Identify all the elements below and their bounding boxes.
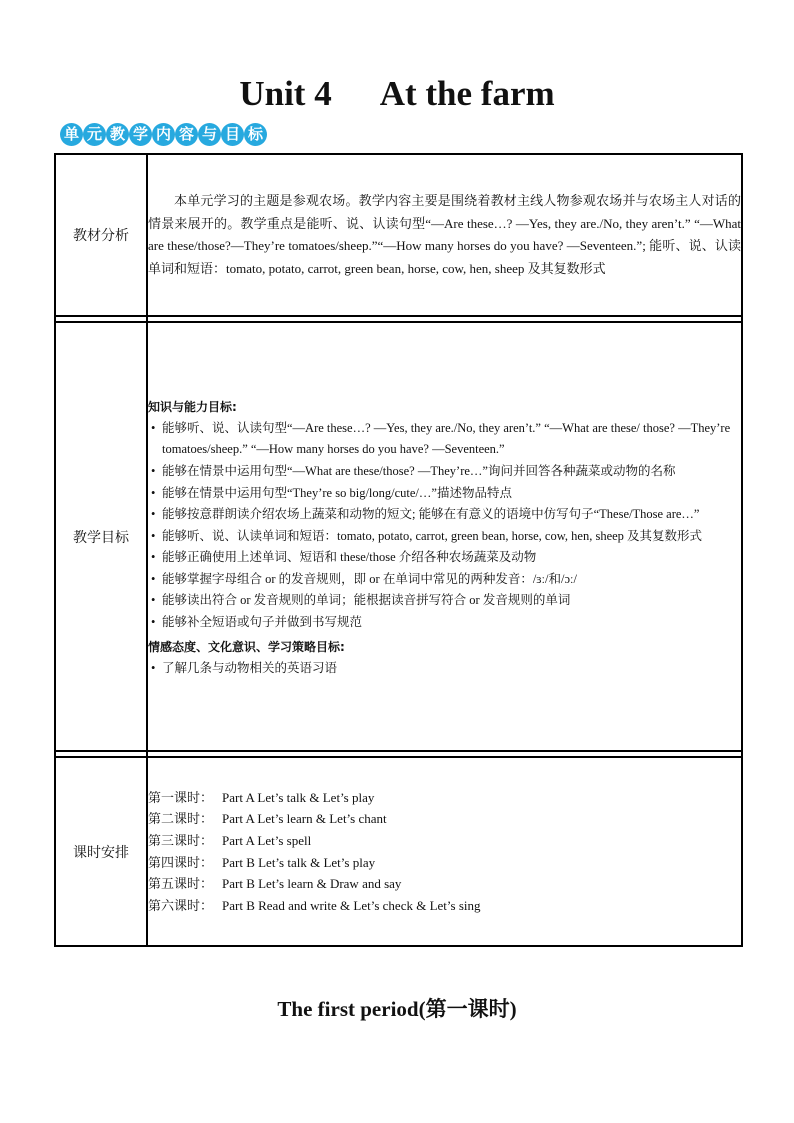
section-label-char: 内 bbox=[152, 123, 175, 146]
objectives-label: 教学目标 bbox=[55, 322, 147, 751]
lesson-line bbox=[148, 895, 741, 917]
section-label-char: 与 bbox=[198, 123, 221, 146]
objective-item: • 能够掌握字母组合 or 的发音规则，即 or 在单词中常见的两种发音：/ɜː/和/ɔː/ bbox=[148, 569, 741, 591]
objective-item: • 能够按意群朗读介绍农场上蔬菜和动物的短文; 能够在有意义的语境中仿写句子“These/Those are…” bbox=[148, 504, 741, 526]
section-label-char: 元 bbox=[83, 123, 106, 146]
unit-plan-table bbox=[54, 153, 743, 947]
lesson-value: Part B Let’s talk & Let’s play bbox=[222, 854, 376, 870]
unit-number: Unit 4 bbox=[239, 74, 332, 113]
lesson-line bbox=[148, 852, 741, 874]
analysis-row bbox=[55, 154, 742, 316]
knowledge-list bbox=[148, 418, 741, 634]
section-label-char: 教 bbox=[106, 123, 129, 146]
lesson-key: 第一课时： bbox=[148, 789, 214, 805]
section-label-char: 目 bbox=[221, 123, 244, 146]
unit-name: At the farm bbox=[379, 74, 555, 113]
lesson-line bbox=[148, 808, 741, 830]
objectives-content bbox=[147, 322, 742, 751]
section-label-char: 标 bbox=[244, 123, 267, 146]
analysis-content bbox=[147, 154, 742, 316]
lesson-value: Part B Read and write & Let’s check & Let’s sing bbox=[222, 897, 481, 913]
section-label-char: 学 bbox=[129, 123, 152, 146]
lesson-line bbox=[148, 787, 741, 809]
objective-item: • 能够听、说、认读单词和短语：tomato, potato, carrot, green bean, horse, cow, hen, sheep 及其复数形式 bbox=[148, 526, 741, 548]
attitude-heading: 情感态度、文化意识、学习策略目标: bbox=[148, 639, 345, 654]
objective-item: • 能够读出符合 or 发音规则的单词；能根据读音拼写符合 or 发音规则的单词 bbox=[148, 590, 741, 612]
objective-item: • 能够在情景中运用句型“They’re so big/long/cute/…”描述物品特点 bbox=[148, 483, 741, 505]
section-label-char: 容 bbox=[175, 123, 198, 146]
analysis-text: 本单元学习的主题是参观农场。教学内容主要是围绕着教材主线人物参观农场并与农场主人对话的情景来展开的。教学重点是能听、说、认读句型“—Are these…? —Yes, they are./No, they aren’t.” “—What are these/those?—They’re tomatoes/sheep.”“—How many horses do you have? —Seventeen.”; 能听、说、认读单词和短语：tomato, potato, carrot, green bean, horse, cow, hen, sheep 及其复数形式 bbox=[148, 193, 741, 276]
objectives-row bbox=[55, 322, 742, 751]
objective-item: • 能够正确使用上述单词、短语和 these/those 介绍各种农场蔬菜及动物 bbox=[148, 547, 741, 569]
lesson-key: 第三课时： bbox=[148, 832, 214, 848]
lesson-value: Part A Let’s learn & Let’s chant bbox=[222, 811, 387, 827]
period-title: The first period(第一课时) bbox=[277, 997, 517, 1021]
schedule-content bbox=[147, 757, 742, 946]
lesson-line bbox=[148, 873, 741, 895]
lesson-key: 第六课时： bbox=[148, 897, 214, 913]
lesson-line bbox=[148, 830, 741, 852]
lesson-key: 第二课时： bbox=[148, 811, 214, 827]
objective-item: • 能够在情景中运用句型“—What are these/those? —They’re…”询问并回答各种蔬菜或动物的名称 bbox=[148, 461, 741, 483]
objective-item: • 了解几条与动物相关的英语习语 bbox=[148, 658, 741, 680]
analysis-label: 教材分析 bbox=[55, 154, 147, 316]
objective-item: • 能够补全短语或句子并做到书写规范 bbox=[148, 612, 741, 634]
lesson-key: 第四课时： bbox=[148, 854, 214, 870]
section-label-char: 单 bbox=[60, 123, 83, 146]
knowledge-heading: 知识与能力目标: bbox=[148, 399, 237, 414]
lesson-value: Part A Let’s talk & Let’s play bbox=[222, 789, 375, 805]
lesson-value: Part B Let’s learn & Draw and say bbox=[222, 876, 402, 892]
lesson-key: 第五课时： bbox=[148, 876, 214, 892]
lesson-value: Part A Let’s spell bbox=[222, 832, 312, 848]
objective-item: • 能够听、说、认读句型“—Are these…? —Yes, they are./No, they aren’t.” “—What are these/ those? —They’re tomatoes/sheep.” “—How many horses do you have? —Seventeen.” bbox=[148, 418, 741, 461]
schedule-row bbox=[55, 757, 742, 946]
schedule-label: 课时安排 bbox=[55, 757, 147, 946]
attitude-list bbox=[148, 658, 741, 680]
page-title bbox=[0, 74, 794, 114]
section-label bbox=[60, 123, 267, 146]
